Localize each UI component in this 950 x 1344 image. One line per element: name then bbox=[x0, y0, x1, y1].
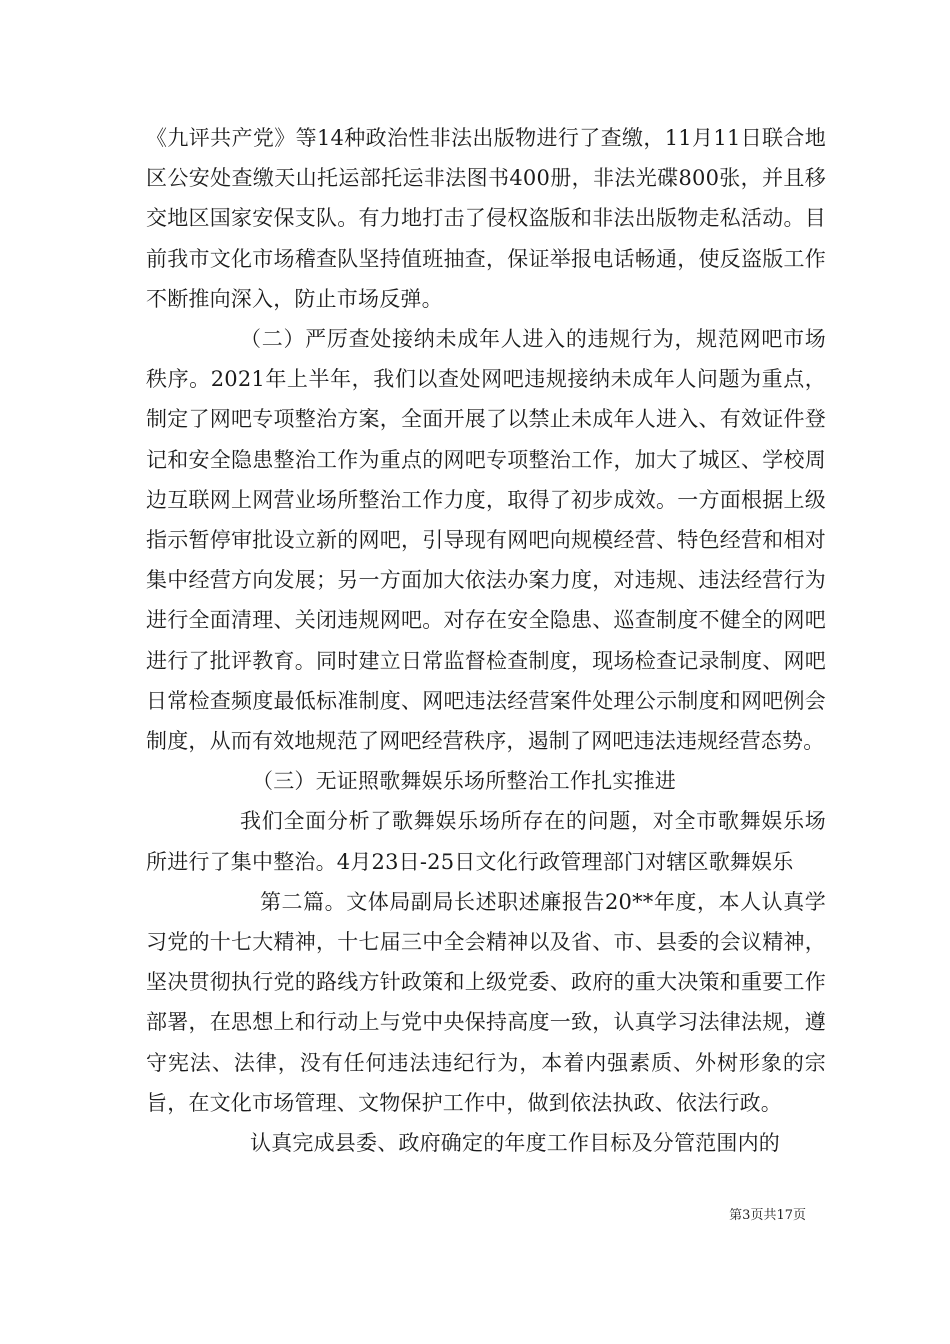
paragraph-second-report: 第二篇。文体局副局长述职述廉报告20**年度，本人认真学习党的十七大精神，十七届三中全会精神以及省、市、县委的会议精神，坚决贯彻执行党的路线方针政策和上级党委、政府的重大决策和重要工作部署，在思想上和行动上与党中央保持高度一致，认真学习法律法规，遵守宪法、法律，没有任何违法违纪行为，本着内强素质、外树形象的宗旨，在文化市场管理、文物保护工作中，做到依法执政、依法行政。 bbox=[146, 889, 826, 1115]
paragraph-seizure-report: 《九评共产党》等14种政治性非法出版物进行了查缴，11月11日联合地区公安处查缴天山托运部托运非法图书400册，非法光碟800张，并且移交地区国家安保支队。有力地打击了侵权盗版和非法出版物走私活动。目前我市文化市场稽查队坚持值班抽查，保证举报电话畅通，使反盗版工作不断推向深入，防止市场反弹。 bbox=[146, 126, 826, 311]
section-heading-karaoke-rectification: （三）无证照歌舞娱乐场所整治工作扎实推进 bbox=[252, 769, 676, 794]
paragraph-karaoke-rectification: 我们全面分析了歌舞娱乐场所存在的问题，对全市歌舞娱乐场所进行了集中整治。4月23日-25日文化行政管理部门对辖区歌舞娱乐 bbox=[146, 809, 826, 874]
paragraph-annual-goals: 认真完成县委、政府确定的年度工作目标及分管范围内的 bbox=[250, 1131, 780, 1156]
document-body bbox=[146, 118, 826, 1163]
paragraph-internet-cafe-regulation: （二）严厉查处接纳未成年人进入的违规行为，规范网吧市场秩序。2021年上半年，我们以查处网吧违规接纳未成年人问题为重点，制定了网吧专项整治方案，全面开展了以禁止未成年人进入、有效证件登记和安全隐患整治工作为重点的网吧专项整治工作，加大了城区、学校周边互联网上网营业场所整治工作力度，取得了初步成效。一方面根据上级指示暂停审批设立新的网吧，引导现有网吧向规模经营、特色经营和相对集中经营方向发展；另一方面加大依法办案力度，对违规、违法经营行为进行全面清理、关闭违规网吧。对存在安全隐患、巡查制度不健全的网吧进行了批评教育。同时建立日常监督检查制度，现场检查记录制度、网吧日常检查频度最低标准制度、网吧违法经营案件处理公示制度和网吧例会制度，从而有效地规范了网吧经营秩序，遏制了网吧违法违规经营态势。 bbox=[146, 327, 826, 754]
page-number: 第3页共17页 bbox=[729, 1208, 806, 1223]
